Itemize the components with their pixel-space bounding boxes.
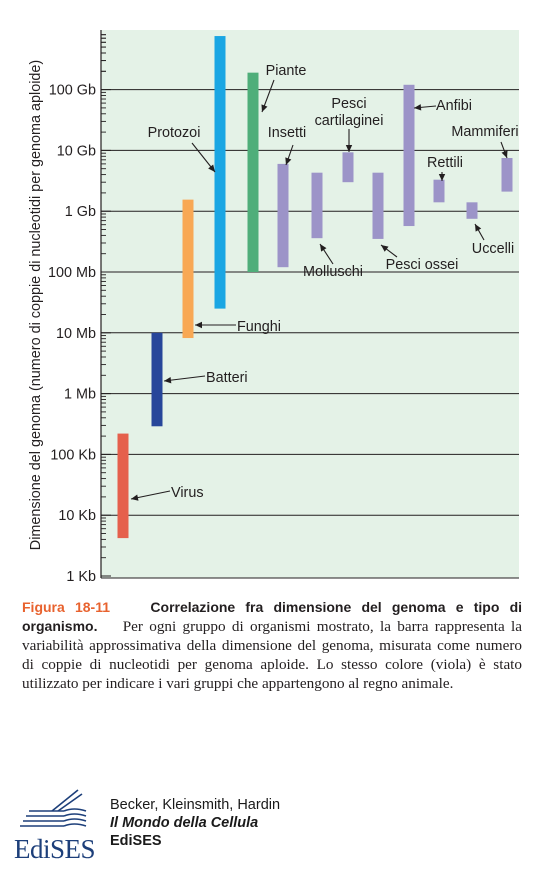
label-uccelli: Uccelli: [471, 241, 515, 257]
logo-wordmark: EdiSES: [14, 834, 96, 864]
label-molluschi: Molluschi: [303, 264, 363, 280]
label-virus: Virus: [171, 485, 204, 501]
label-insetti: Insetti: [267, 125, 307, 141]
label-rettili: Rettili: [427, 155, 463, 171]
book-title: Il Mondo della Cellula: [110, 815, 259, 831]
y-axis-label: Dimensione del genoma (numero di coppie di nucleotidi per genoma aploide): [28, 59, 44, 551]
book-reference: [110, 796, 280, 850]
y-tick-label: 100 Gb: [48, 82, 96, 99]
figure-number: Figura 18-11: [22, 599, 111, 615]
y-tick-label: 100 Mb: [48, 265, 96, 281]
label-pesci-cartilaginei: Pesci cartilaginei: [314, 96, 384, 129]
label-anfibi: Anfibi: [436, 98, 472, 114]
publisher-footer: [12, 786, 512, 866]
y-tick-label: 10 Gb: [56, 143, 96, 160]
bar-piante: [248, 73, 259, 272]
y-tick-label: 10 Kb: [58, 508, 96, 525]
bar-funghi: [183, 200, 194, 338]
bar-insetti: [278, 164, 289, 267]
bar-pesci-cartilaginei: [343, 152, 354, 182]
bar-protozoi: [215, 36, 226, 309]
edises-logo: [12, 786, 98, 864]
book-lines-icon: [12, 786, 98, 836]
label-batteri: Batteri: [206, 370, 248, 386]
book-authors: Becker, Kleinsmith, Hardin: [110, 797, 281, 813]
caption-text: Per ogni gruppo di organismi mostrato, la barra rappresenta la variabilità approssimativa della dimensione del genoma, misurata come numero di coppie di nucleotidi per genoma aploide. Lo stesso colore (viola) è stato utilizzato per indicare i vari gruppi che appartengono al regno animale.: [22, 618, 523, 692]
bar-batteri: [152, 333, 163, 426]
y-tick-label: 1 Kb: [66, 569, 96, 585]
label-protozoi: Protozoi: [147, 125, 201, 141]
bar-pesci-ossei: [373, 173, 384, 239]
bar-rettili: [434, 180, 445, 203]
bar-anfibi: [404, 85, 415, 226]
y-tick-label: 1 Gb: [64, 204, 96, 221]
label-piante: Piante: [265, 63, 307, 79]
publisher-name: EdiSES: [110, 833, 162, 849]
y-tick-label: 1 Mb: [64, 386, 96, 403]
bar-mammiferi: [502, 158, 513, 192]
bar-uccelli: [467, 202, 478, 218]
label-funghi: Funghi: [237, 319, 282, 335]
figure-caption: [22, 598, 522, 693]
bar-virus: [118, 434, 129, 539]
label-mammiferi: Mammiferi: [451, 124, 519, 140]
y-tick-label: 100 Kb: [50, 447, 96, 464]
y-tick-label: 10 Mb: [56, 325, 96, 342]
label-pesci-ossei: Pesci ossei: [385, 257, 459, 273]
figure-title: Correlazione fra dimensione del genoma e tipo di organismo.: [22, 599, 523, 634]
bar-molluschi: [312, 173, 323, 238]
